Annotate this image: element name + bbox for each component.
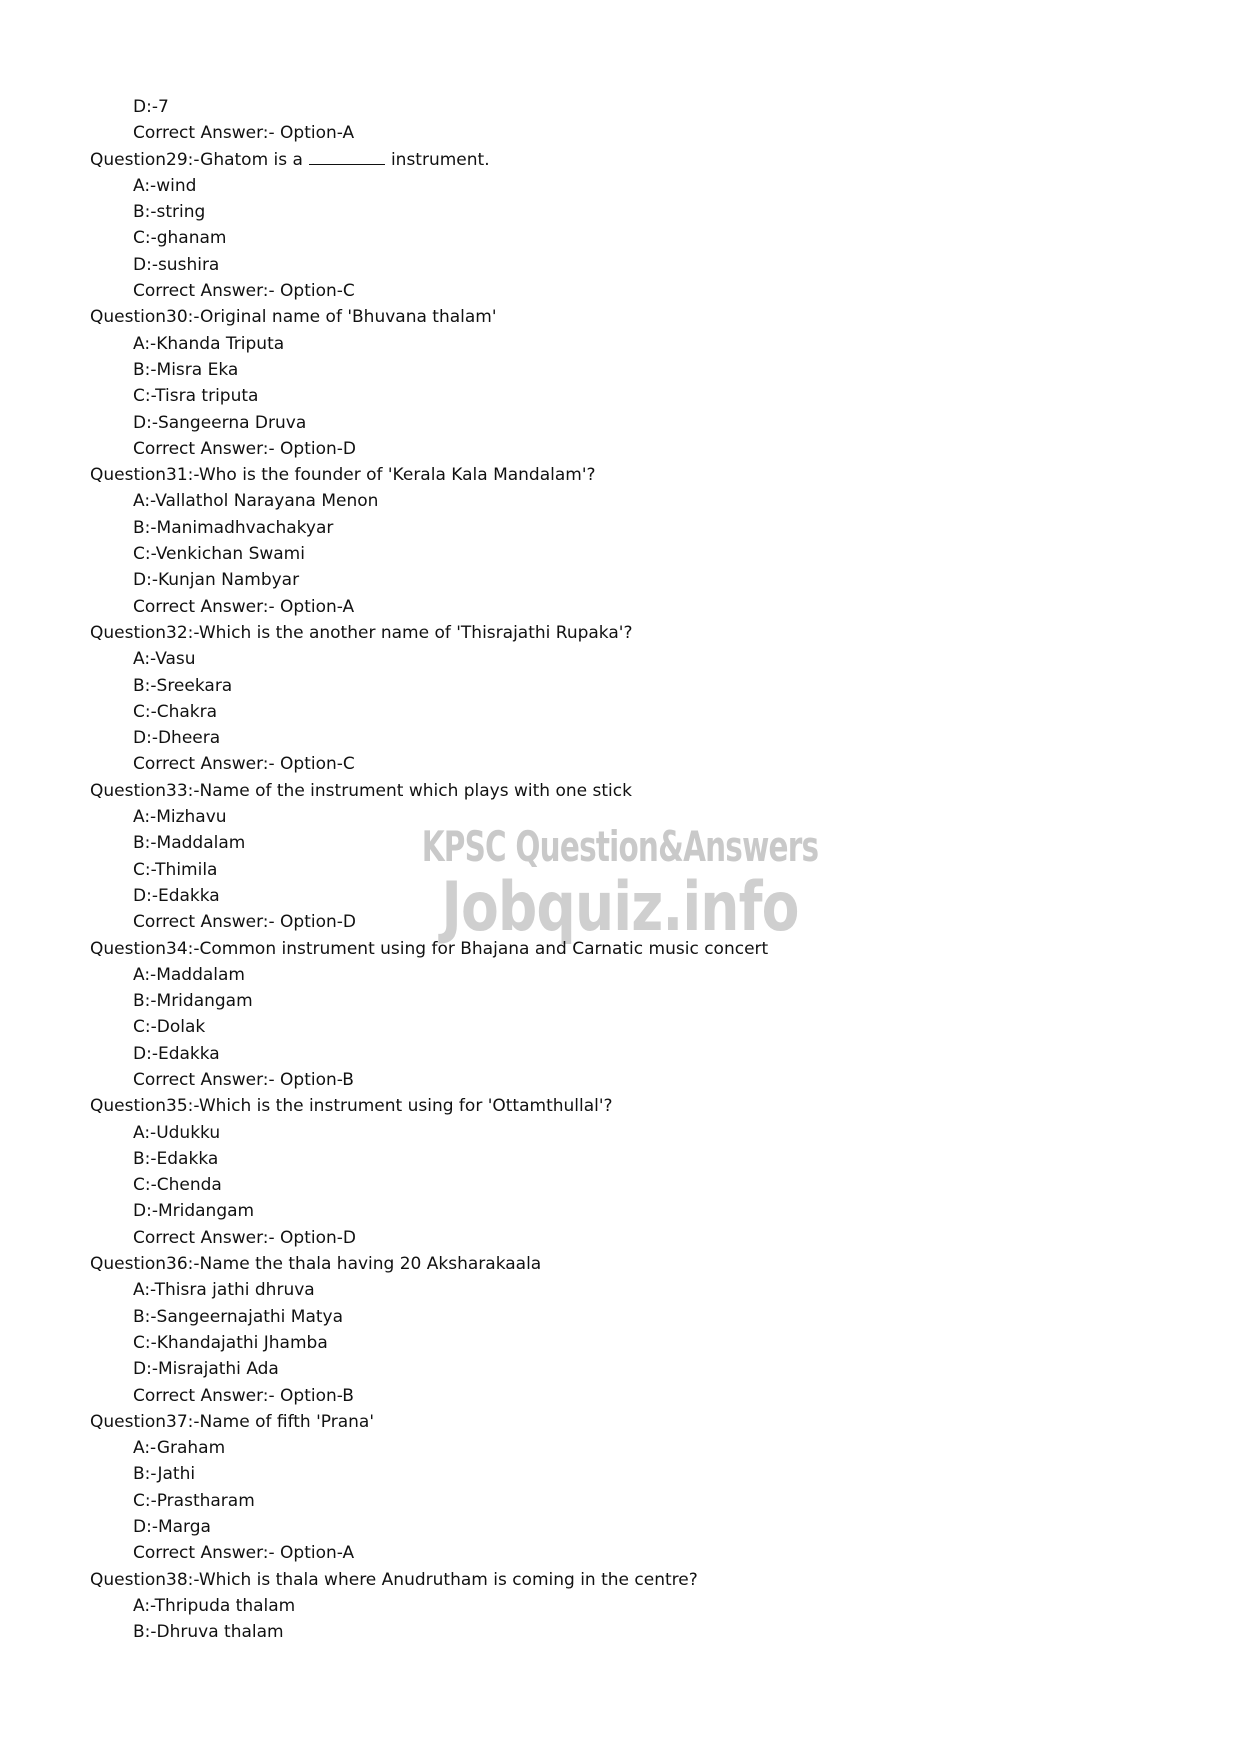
option-line: A:-Vallathol Narayana Menon <box>133 491 379 512</box>
option-line: B:-string <box>133 202 206 223</box>
question-list <box>90 94 1190 1646</box>
watermark-line1: KPSC Question&Answers <box>421 822 819 871</box>
correct-answer: Correct Answer:- Option-B <box>133 1069 354 1090</box>
question-text-start: Question29:-Ghatom is a <box>90 149 303 170</box>
option-line: A:-Graham <box>133 1438 226 1459</box>
option-line: D:-Edakka <box>133 1043 220 1064</box>
option-line: A:-Mizhavu <box>133 807 227 828</box>
correct-answer: Correct Answer:- Option-D <box>133 912 356 933</box>
fill-blank <box>309 150 385 165</box>
option-line: C:-Prastharam <box>133 1490 255 1511</box>
option-line: B:-Jathi <box>133 1464 196 1485</box>
option-line: B:-Dhruva thalam <box>133 1622 284 1643</box>
option-line: D:-Sangeerna Druva <box>133 412 307 433</box>
question-line: Question38:-Which is thala where Anudrutham is coming in the centre? <box>90 1569 698 1590</box>
option-line: C:-Dolak <box>133 1017 206 1038</box>
option-line: D:-Misrajathi Ada <box>133 1359 279 1380</box>
question-line: Question33:-Name of the instrument which plays with one stick <box>90 780 632 801</box>
option-line: A:-Khanda Triputa <box>133 333 285 354</box>
option-line: D:-7 <box>133 97 169 117</box>
question-line: Question36:-Name the thala having 20 Aksharakaala <box>90 1254 542 1275</box>
correct-answer: Correct Answer:- Option-A <box>133 1543 355 1564</box>
option-line: D:-Mridangam <box>133 1201 255 1222</box>
option-line: B:-Mridangam <box>133 991 253 1012</box>
correct-answer: Correct Answer:- Option-A <box>133 123 355 144</box>
question-line: Question34:-Common instrument using for Bhajana and Carnatic music concert <box>90 938 769 959</box>
question-line: Question37:-Name of fifth 'Prana' <box>90 1411 375 1432</box>
question-line: Question35:-Which is the instrument using for 'Ottamthullal'? <box>90 1096 613 1117</box>
option-line: C:-Venkichan Swami <box>133 544 305 565</box>
option-line: B:-Misra Eka <box>133 359 239 380</box>
option-line: D:-Dheera <box>133 728 221 749</box>
option-line: B:-Sreekara <box>133 675 233 696</box>
option-line: C:-Tisra triputa <box>133 386 259 407</box>
option-line: A:-Udukku <box>133 1122 221 1143</box>
option-line: D:-Marga <box>133 1517 211 1538</box>
correct-answer: Correct Answer:- Option-D <box>133 1227 356 1248</box>
option-line: C:-Chenda <box>133 1175 222 1196</box>
question-line: Question32:-Which is the another name of 'Thisrajathi Rupaka'? <box>90 622 633 643</box>
correct-answer: Correct Answer:- Option-A <box>133 596 355 617</box>
option-line: D:-Edakka <box>133 885 220 906</box>
option-line: B:-Sangeernajathi Matya <box>133 1306 344 1327</box>
option-line: A:-wind <box>133 175 197 196</box>
option-line: D:-Kunjan Nambyar <box>133 570 300 591</box>
option-line: C:-ghanam <box>133 228 227 249</box>
option-line: A:-Thisra jathi dhruva <box>133 1280 315 1301</box>
option-line: B:-Edakka <box>133 1148 219 1169</box>
correct-answer: Correct Answer:- Option-B <box>133 1385 354 1406</box>
option-line: D:-sushira <box>133 254 220 275</box>
option-line: C:-Khandajathi Jhamba <box>133 1332 328 1353</box>
question-line: Question31:-Who is the founder of 'Kerala Kala Mandalam'? <box>90 465 596 486</box>
question-line <box>90 147 1190 173</box>
option-line: A:-Thripuda thalam <box>133 1595 296 1616</box>
correct-answer: Correct Answer:- Option-C <box>133 281 355 302</box>
correct-answer: Correct Answer:- Option-D <box>133 438 356 459</box>
option-line: A:-Maddalam <box>133 964 245 985</box>
correct-answer: Correct Answer:- Option-C <box>133 754 355 775</box>
question-line: Question30:-Original name of 'Bhuvana thalam' <box>90 307 497 328</box>
question-text-end: instrument. <box>390 149 490 170</box>
option-line: B:-Maddalam <box>133 833 246 854</box>
watermark-line2: Jobquiz.info <box>441 868 799 947</box>
option-line: B:-Manimadhvachakyar <box>133 517 334 538</box>
option-line: A:-Vasu <box>133 649 196 670</box>
option-line: C:-Chakra <box>133 701 218 722</box>
option-line: C:-Thimila <box>133 859 218 880</box>
